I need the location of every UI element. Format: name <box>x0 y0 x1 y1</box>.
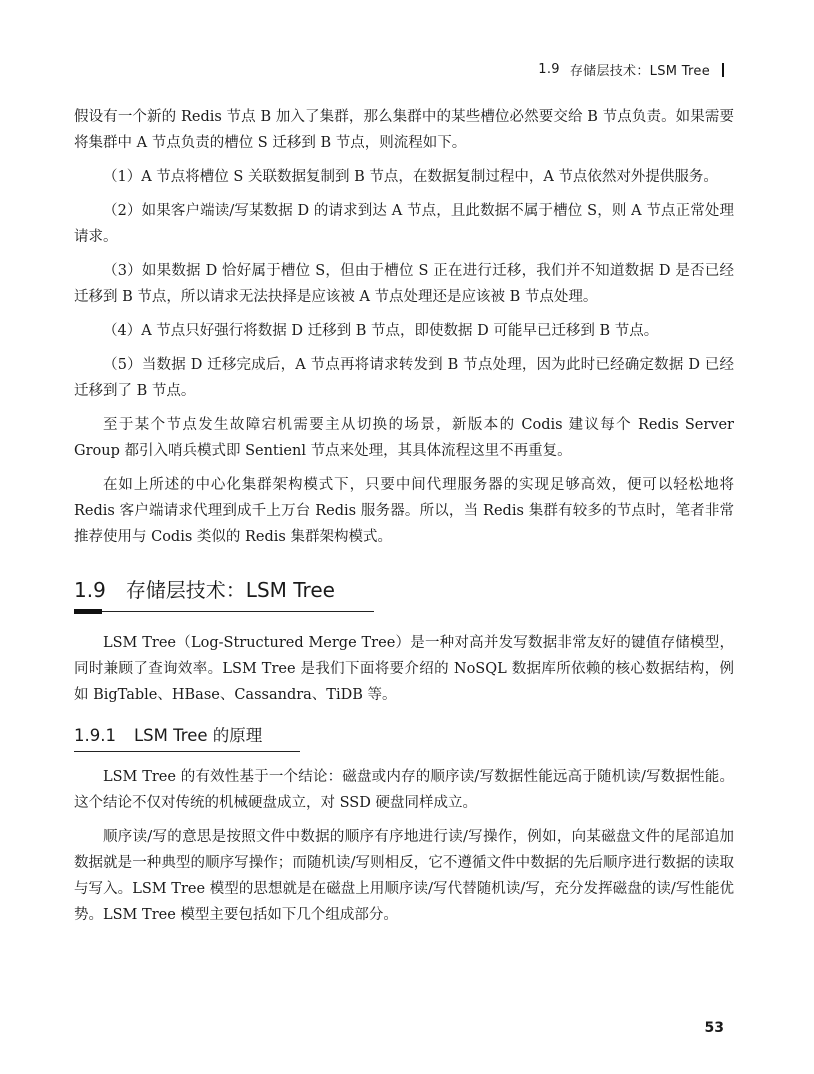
paragraph-step-5: （5）当数据 D 迁移完成后，A 节点再将请求转发到 B 节点处理，因为此时已经确定数据 D 已经迁移到了 B 节点。 <box>74 357 734 399</box>
page-body <box>74 104 734 936</box>
paragraph-failover: 至于某个节点发生故障宕机需要主从切换的场景，新版本的 Codis 建议每个 Redis Server Group 都引入哨兵模式即 Sentienl 节点来处理，其具体流程这里不再重复。 <box>74 417 734 459</box>
running-header-section-title: 存储层技术：LSM Tree <box>569 64 710 79</box>
section-number: 1.9 <box>74 578 106 602</box>
paragraph-lsm-intro: LSM Tree（Log-Structured Merge Tree）是一种对高并发写数据非常友好的键值存储模型，同时兼顾了查询效率。LSM Tree 是我们下面将要介绍的 NoSQL 数据库所依赖的核心数据结构，例如 BigTable、HBase、Cassandra、TiDB 等。 <box>74 635 734 703</box>
paragraph-lsm-principle: LSM Tree 的有效性基于一个结论：磁盘或内存的顺序读/写数据性能远高于随机读/写数据性能。这个结论不仅对传统的机械硬盘成立，对 SSD 硬盘同样成立。 <box>74 769 734 811</box>
paragraph-slot-migration-intro: 假设有一个新的 Redis 节点 B 加入了集群，那么集群中的某些槽位必然要交给 B 节点负责。如果需要将集群中 A 节点负责的槽位 S 迁移到 B 节点，则流程如下。 <box>74 109 734 151</box>
paragraph-step-2: （2）如果客户端读/写某数据 D 的请求到达 A 节点，且此数据不属于槽位 S，则 A 节点正常处理请求。 <box>74 203 734 245</box>
paragraph-sequential-io: 顺序读/写的意思是按照文件中数据的顺序有序地进行读/写操作，例如，向某磁盘文件的尾部追加数据就是一种典型的顺序写操作；而随机读/写则相反，它不遵循文件中数据的先后顺序进行数据的读取与写入。LSM Tree 模型的思想就是在磁盘上用顺序读/写代替随机读/写，充分发挥磁盘的读/写性能优势。LSM Tree 模型主要包括如下几个组成部分。 <box>74 829 734 923</box>
subsection-title: LSM Tree 的原理 <box>133 726 263 745</box>
paragraph-step-3: （3）如果数据 D 恰好属于槽位 S，但由于槽位 S 正在进行迁移，我们并不知道数据 D 是否已经迁移到 B 节点，所以请求无法抉择是应该被 A 节点处理还是应该被 B 节点处理。 <box>74 263 734 305</box>
paragraph-step-1: （1）A 节点将槽位 S 关联数据复制到 B 节点，在数据复制过程中，A 节点依然对外提供服务。 <box>103 169 718 185</box>
section-title: 存储层技术：LSM Tree <box>125 578 335 602</box>
page-number: 53 <box>704 1020 724 1036</box>
subsection-heading <box>74 722 300 752</box>
subsection-number: 1.9.1 <box>74 726 116 745</box>
section-heading-accent-bar <box>74 609 102 614</box>
section-heading <box>74 574 374 612</box>
running-header-bar <box>722 63 724 77</box>
running-header <box>538 60 724 79</box>
running-header-section-number: 1.9 <box>538 62 560 77</box>
paragraph-step-4: （4）A 节点只好强行将数据 D 迁移到 B 节点，即使数据 D 可能早已迁移到 B 节点。 <box>103 323 659 339</box>
paragraph-centralized-cluster: 在如上所述的中心化集群架构模式下，只要中间代理服务器的实现足够高效，便可以轻松地将 Redis 客户端请求代理到成千上万台 Redis 服务器。所以，当 Redis 集群有较多的节点时，笔者非常推荐使用与 Codis 类似的 Redis 集群架构模式。 <box>74 477 734 545</box>
